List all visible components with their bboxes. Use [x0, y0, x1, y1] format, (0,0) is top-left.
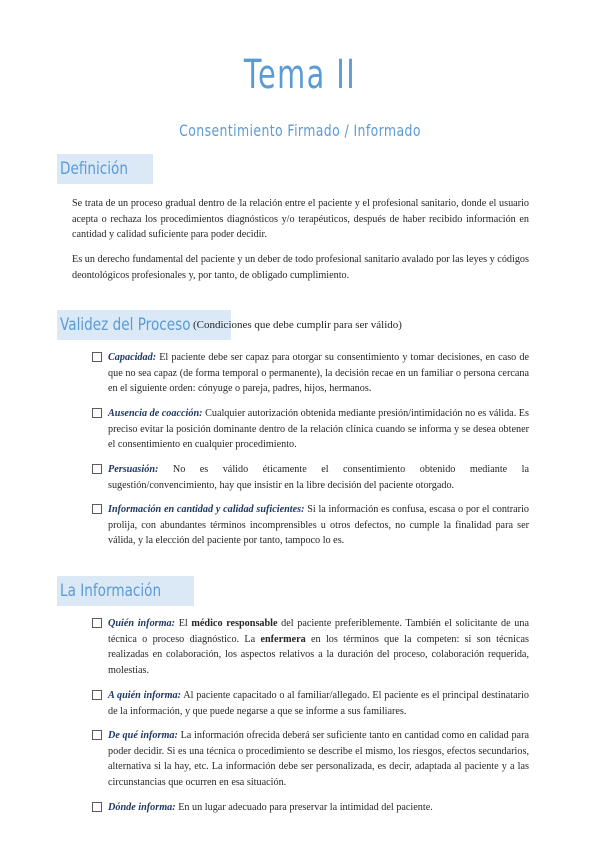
checkbox-icon[interactable]	[92, 802, 102, 812]
page-title: Tema II	[243, 52, 357, 98]
checkbox-icon[interactable]	[92, 730, 102, 740]
list-item	[92, 462, 529, 493]
list-item-text: A quién informa: Al paciente capacitado o al familiar/allegado. El paciente es el principal destinatario de la información, y que puede negarse a que se informe a sus familiares.	[108, 690, 529, 717]
page-subtitle: Consentimiento Firmado / Informado	[179, 121, 421, 140]
checkbox-icon[interactable]	[92, 464, 102, 474]
list-item-text: De qué informa: La información ofrecida deberá ser suficiente tanto en cantidad como en calidad para poder decidir. Si es una técnica o procedimiento se describe el mismo, los riesgos, efectos secundarios, alternativa si la hay, etc. La información debe ser personalizada, es decir, adaptada al paciente y a las circunstancias que ocurren en esa situación.	[108, 730, 529, 788]
list-item	[92, 728, 529, 790]
list-item-text: Capacidad: El paciente debe ser capaz para otorgar su consentimiento y tomar decisiones, en caso de que no sea capaz (de forma temporal o permanente), la decisión recae en un familiar o persona cercana en el siguiente orden: cónyuge o pareja, padres, hijos, hermanos.	[108, 352, 529, 394]
list-item	[92, 406, 529, 453]
section-heading-validez: Validez del Proceso	[57, 310, 231, 340]
checkbox-icon[interactable]	[92, 690, 102, 700]
checkbox-icon[interactable]	[92, 504, 102, 514]
section-heading-definicion: Definición	[57, 154, 153, 184]
list-item-text: Dónde informa: En un lugar adecuado para preservar la intimidad del paciente.	[108, 802, 433, 813]
validez-note: (Condiciones que debe cumplir para ser válido)	[193, 319, 402, 331]
list-item	[92, 502, 529, 549]
list-item	[92, 688, 529, 719]
list-item-text: Persuasión: No es válido éticamente el consentimiento obtenido mediante la sugestión/convencimiento, hay que insistir en la libre decisión del paciente otorgado.	[108, 464, 529, 491]
definition-paragraph-2: Es un derecho fundamental del paciente y un deber de todo profesional sanitario avalado por las leyes y códigos deontológicos profesionales y, por tanto, de obligado cumplimiento.	[72, 254, 529, 281]
list-item-text: Información en cantidad y calidad suficientes: Si la información es confusa, escasa o por el contrario prolija, con abundantes términos incomprensibles u otros defectos, no cumple la finalidad para ser válida, y la elección del paciente por tanto, tampoco lo es.	[108, 504, 529, 546]
list-item	[92, 800, 529, 816]
list-item-text: Quién informa: El médico responsable del paciente preferiblemente. También el solicitante de una técnica o proceso diagnóstico. La enfermera en los términos que la competen: si son técnicas realizadas en colaboración, los aspectos relativos a la duración del proceso, colaboración requerida, molestias.	[108, 618, 529, 676]
checkbox-icon[interactable]	[92, 352, 102, 362]
list-item	[92, 350, 529, 397]
definition-paragraph-1: Se trata de un proceso gradual dentro de la relación entre el paciente y el profesional sanitario, donde el usuario acepta o rechaza los procedimientos diagnósticos y/o terapéuticos, después de haber recibido información en cantidad y calidad suficiente para poder decidir.	[72, 198, 529, 240]
checkbox-icon[interactable]	[92, 408, 102, 418]
section-heading-informacion: La Información	[57, 576, 194, 606]
checkbox-icon[interactable]	[92, 618, 102, 628]
list-item-text: Ausencia de coacción: Cualquier autorización obtenida mediante presión/intimidación no es válida. Es preciso evitar la posición dominante dentro de la relación clínica cuando se informa y se desea obtener el consentimiento en cualquier procedimiento.	[108, 408, 529, 450]
list-item	[92, 616, 529, 678]
